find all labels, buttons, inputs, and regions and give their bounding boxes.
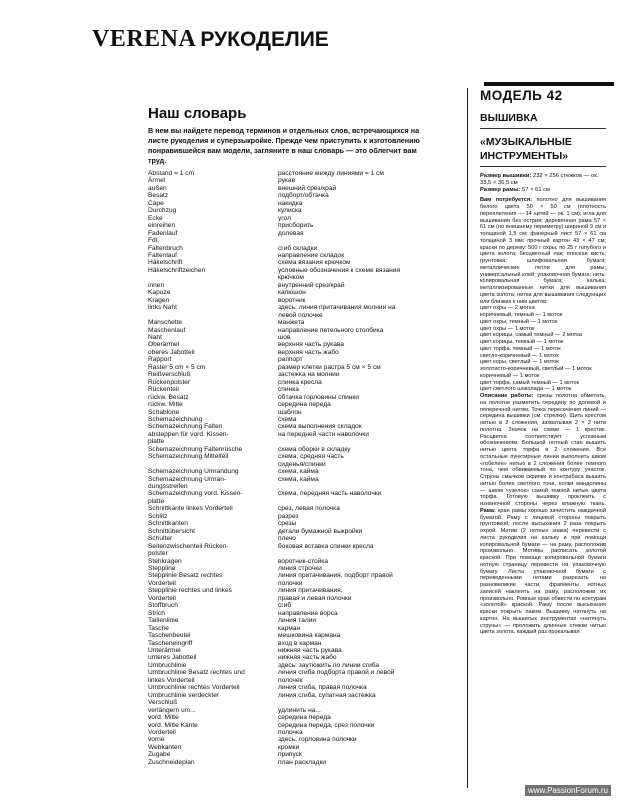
glossary-entry — [148, 177, 448, 184]
term-german: Naht — [148, 333, 162, 341]
glossary-entry — [148, 744, 448, 751]
glossary-entry — [148, 364, 448, 371]
glossary-entry — [148, 267, 448, 282]
term-german: Maschenlauf — [148, 326, 186, 334]
frame-size-value: 57 × 61 см — [522, 186, 551, 193]
thread-item: цвет светлого шоколада — 1 моток — [480, 386, 572, 393]
term-russian: здесь: линия притачивания молнии на левой полочке — [278, 304, 396, 319]
term-russian: кулиска — [278, 207, 302, 215]
term-russian: карман — [278, 624, 301, 632]
glossary-entry — [148, 751, 448, 758]
term-german: verlängern um... — [148, 706, 196, 714]
term-russian: середина переда, срез полочки полочка — [278, 721, 375, 736]
instructions-label: Описание работы: — [480, 393, 534, 400]
term-german: Abstand = 1 cm — [148, 170, 194, 177]
glossary-entry — [148, 349, 448, 356]
term-german: Raster 5 cm × 5 cm — [148, 363, 206, 371]
term-russian: детали бумажной выкройки — [278, 527, 363, 535]
divider — [480, 128, 606, 129]
term-german: rückw. Mitte — [148, 401, 183, 409]
materials-label: Вам потребуется: — [480, 197, 532, 204]
term-russian: схема, кайма — [278, 475, 319, 483]
term-russian: мешковина кармана — [278, 632, 341, 640]
term-russian: верхняя часть рукава — [278, 341, 344, 349]
term-german: Rückenteil — [148, 386, 179, 394]
glossary-entry — [148, 409, 448, 416]
term-russian: линия притачивания, правая и левая полочки — [278, 587, 352, 602]
glossary-entry — [148, 334, 448, 341]
glossary-entry — [148, 327, 448, 334]
term-russian: кромки — [278, 743, 300, 751]
glossary-entry — [148, 736, 448, 743]
thread-item: цвет торфа, самый темный — 1 моток — [480, 379, 580, 386]
term-russian: спинка кресла — [278, 378, 322, 386]
glossary-entry — [148, 289, 448, 296]
term-russian: подборт/обтачка — [278, 192, 329, 200]
term-german: Umbruchlinie Besatz rechtes und linkes Vorderteil — [148, 669, 245, 684]
term-russian: накидка — [278, 199, 303, 207]
term-russian: направление складок — [278, 251, 345, 259]
glossary-entry — [148, 490, 448, 505]
glossary-entry — [148, 446, 448, 453]
term-russian: рукав — [278, 177, 296, 185]
thread-item: цвет коры, светлый — 1 моток — [480, 359, 559, 366]
term-german: oberes Jabotteil — [148, 348, 195, 356]
term-german: Faltenbruch — [148, 244, 183, 252]
term-russian: верхняя часть жабо — [278, 348, 339, 356]
term-russian: линия строчки — [278, 565, 322, 573]
term-russian: схема оборки в складку — [278, 445, 351, 453]
term-german: links Naht — [148, 304, 177, 312]
term-russian: схема вязания крючком — [278, 259, 351, 267]
term-german: einreihen — [148, 222, 176, 230]
term-german: Schemazeichnung Umran- dungsstreifen — [148, 475, 227, 491]
term-german: Fdl. — [148, 237, 159, 245]
term-german: Zuschneideplan — [148, 758, 195, 766]
term-german: außen — [148, 184, 167, 192]
term-german: Unterärmel — [148, 647, 181, 654]
term-german: Schemazeichnung Umrandung — [148, 468, 239, 476]
term-german: Stehkragen — [148, 557, 182, 565]
term-russian: нижняя часть рукава — [278, 647, 342, 654]
term-russian: воротник — [278, 296, 306, 304]
term-russian: схема — [278, 415, 297, 423]
term-german: Manschette — [148, 319, 183, 327]
glossary-entry — [148, 468, 448, 475]
glossary-entry — [148, 304, 448, 319]
term-russian: срезы — [278, 520, 297, 528]
size-label: Размер вышивки: — [480, 173, 532, 179]
glossary-entry — [148, 692, 448, 707]
glossary-entry — [148, 431, 448, 446]
glossary-entry — [148, 319, 448, 326]
term-german: Tasche — [148, 624, 169, 632]
term-german: Cape — [148, 199, 164, 207]
term-russian: воротник-стойка — [278, 557, 329, 565]
term-german: Schnittkanten — [148, 520, 188, 528]
term-russian: присборить — [278, 222, 314, 230]
term-russian: срез, левая полочка — [278, 505, 340, 513]
term-russian: сгиб — [278, 602, 292, 610]
term-german: Umbruchlinie rechtes Vorderteil — [148, 684, 240, 692]
technique-heading: ВЫШИВКА — [480, 112, 538, 124]
materials-text: полотно для вышивания белого цвета 50 × 50 см (плотность переплетения — 14 нитей — ок. 1 см); игла для вышивания без острия; деревянная рама 57 × 61 см (по внешнему периметру) шириной 9 см и толщиной 1,5 см; фанерный лист 57 × 61 см толщиной 3 мм; прочный картон 43 × 47 см; краски по дереву: 500 г охры, по 25 г голубого и цвета золота; бесцветный лак; плоская кисть; грунтовка; шлифовальная бумага; металлические петли для рамы; универсальный клей; упаковочная бумага; нить: копировальная бумага; калька; металлизированные нитки для вышивания цвета золота; нитки для вышивания следующих или близких к ним цветов: — [480, 197, 606, 305]
term-german: Kragen — [148, 296, 170, 304]
term-russian: схема, средняя часть сиденья/спинки — [278, 453, 344, 468]
glossary-entry — [148, 513, 448, 520]
glossary-entry — [148, 707, 448, 714]
term-german: Häkelschrift — [148, 259, 183, 267]
masthead-subtitle: РУКОДЕЛИЕ — [200, 28, 329, 51]
term-german: Ecke — [148, 214, 163, 222]
term-german: Schemazeichnung — [148, 415, 203, 423]
instructions-body: срезы полотна обметать, на полотне разметить середину по долевой и поперечной нитям. Точка пересечения линий — середина вышивки (см. стрелки). Шить крестом нитью в 2 сложения, захватывая 2 × 2 нити полотна. Значок на схеме — 1 крестик. Расцветка соответствует условным обозначениям. Большой нотный стан вышить нитью цвета торфа в 2 сложения. Все остальные пунктирные линии выполнить швом «гобелен» нитью в 2 сложения более темного тона, чем обвиваемый по контуру участок. Струны смычков скрипки и контрабаса вышить нитью более светлого тона, колки мандолины — швом «узелок» самой темной нитью цвета торфа. Готовую вышивку проклеить с изнаночной стороны через влажную ткань. — [480, 393, 606, 508]
glossary-entry — [148, 759, 448, 766]
term-german: Rapport — [148, 356, 172, 364]
sidebar-top-bar — [484, 82, 614, 86]
glossary-entry — [148, 602, 448, 609]
sidebar — [480, 88, 606, 636]
term-german: rückw. Besatz — [148, 393, 189, 401]
term-german: Umbruchlinie verdeckter Verschluß — [148, 691, 220, 707]
glossary-entry — [148, 416, 448, 423]
term-german: innen — [148, 281, 165, 289]
term-russian: линия сгиба, правая полочка — [278, 684, 367, 692]
term-russian: линия притачивания, подборт правой полочки — [278, 572, 393, 587]
term-russian: середина переда — [278, 714, 331, 722]
term-german: unteres Jabotteil — [148, 654, 197, 662]
glossary-entry — [148, 520, 448, 527]
term-russian: линия талии — [278, 617, 317, 625]
glossary-entry — [148, 632, 448, 639]
term-russian: на передней части наволочки — [278, 430, 369, 438]
term-russian: нижняя часть жабо — [278, 654, 337, 662]
model-title: «МУЗЫКАЛЬНЫЕ ИНСТРУМЕНТЫ» — [480, 136, 572, 162]
thread-item: коричневый, темный — 1 моток — [480, 312, 563, 319]
glossary-entry — [148, 543, 448, 558]
glossary-entry — [148, 200, 448, 207]
term-russian: раппорт — [278, 356, 303, 364]
term-russian: спинка — [278, 386, 299, 394]
term-german: Zugabe — [148, 751, 171, 759]
instructions-text — [480, 197, 606, 636]
term-german: abstepрen für vord. Kissen- platte — [148, 430, 229, 446]
term-german: Umbruchlinie — [148, 661, 187, 669]
glossary-entry — [148, 528, 448, 535]
glossary-entry — [148, 610, 448, 617]
glossary-entry — [148, 505, 448, 512]
glossary-entry — [148, 453, 448, 468]
term-german: Schemazeichnung Mittelteil — [148, 453, 229, 461]
glossary-entry — [148, 259, 448, 266]
term-german: Reißverschluß — [148, 371, 191, 379]
term-russian: обтачка горловины спинки — [278, 393, 359, 401]
glossary-entry — [148, 625, 448, 632]
term-russian: середина переда — [278, 401, 331, 409]
term-russian: линия сгиба, супатная застежка — [278, 691, 376, 699]
term-german: Oberärmel — [148, 341, 180, 349]
term-russian: схема выполнения складок — [278, 423, 362, 431]
term-russian: направление петельного столбика — [278, 326, 384, 334]
term-german: Webkanten — [148, 743, 182, 751]
divider — [480, 166, 606, 167]
glossary-entry — [148, 282, 448, 289]
glossary-entry — [148, 401, 448, 408]
term-russian: удлинить на... — [278, 706, 321, 714]
glossary-entry — [148, 572, 448, 587]
size-value: 232 × 256 стежков — ок. 33,5 × 36,5 см — [480, 173, 599, 186]
term-russian: здесь: горловина полочки — [278, 736, 357, 744]
term-german: Rückenpolster — [148, 378, 191, 386]
thread-item: золотисто-коричневый, светлый — 1 моток — [480, 366, 592, 373]
term-german: vord. Mitte — [148, 714, 179, 722]
term-german: vorne — [148, 736, 165, 744]
watermark: www.PassionForum.ru — [525, 785, 611, 796]
glossary-entry — [148, 237, 448, 244]
glossary-entry — [148, 207, 448, 214]
term-russian: боковая вставка спинки кресла — [278, 542, 374, 550]
term-german: Stepplinie rechtes und linkes Vorderteil — [148, 587, 232, 602]
glossary-entry — [148, 617, 448, 624]
glossary-entry — [148, 341, 448, 348]
term-german: Schemazeichnung vord. Kissen- platte — [148, 490, 243, 505]
thread-item: цвет торфа, темный — 1 моток — [480, 345, 561, 352]
glossary-entry — [148, 684, 448, 691]
term-german: Taillenlinie — [148, 617, 179, 625]
term-russian: план раскладки — [278, 758, 327, 766]
thread-item: цвет охры — 1 моток — [480, 325, 535, 332]
thread-item: цвет корицы, темный — 1 моток — [480, 339, 564, 346]
glossary-entry — [148, 371, 448, 378]
term-german: Strich — [148, 609, 165, 617]
glossary-entry — [148, 222, 448, 229]
term-russian: внутренний срез/край — [278, 281, 345, 289]
term-german: Schemazeichnung Faltenrüsche — [148, 445, 243, 453]
glossary-entry — [148, 714, 448, 721]
glossary-entry — [148, 379, 448, 386]
glossary-entry — [148, 170, 448, 177]
term-german: Durchzug — [148, 207, 177, 215]
term-german: Tascheneingriff — [148, 639, 193, 647]
frame-size-label: Размер рамы: — [480, 186, 521, 193]
term-russian: разрез — [278, 512, 299, 520]
term-russian: шов — [278, 333, 291, 341]
term-german: Fadenlauf — [148, 229, 178, 237]
term-russian: размер клетки растра 5 см × 5 см — [278, 363, 381, 371]
glossary-entry — [148, 252, 448, 259]
term-russian: шаблон — [278, 408, 302, 416]
thread-item: цвет корицы, самый темный — 2 мотка — [480, 332, 582, 339]
thread-item: цвет охры — 2 мотка — [480, 305, 535, 312]
glossary-entry — [148, 587, 448, 602]
thread-item: светло-коричневый — 1 моток — [480, 352, 559, 359]
dictionary-title: Наш словарь — [148, 105, 247, 122]
glossary-entry — [148, 297, 448, 304]
term-german: Steppline — [148, 565, 176, 573]
glossary-entry — [148, 722, 448, 737]
glossary-entry — [148, 654, 448, 661]
term-russian: здесь: заутюжить по линии сгиба — [278, 661, 380, 669]
term-russian: расстояние между линиями = 1 см — [278, 170, 384, 177]
brand-logo: VERENA — [92, 26, 197, 52]
glossary-list — [148, 170, 448, 766]
term-german: vord. Mitte Kante Vorderteil — [148, 721, 198, 736]
term-russian: направление ворса — [278, 609, 338, 617]
dictionary-intro: В нем вы найдете перевод терминов и отдельных слов, встречающихся на листе рукоделия и суперзыкройке. Прежде чем приступить к изготовлению понравившейся вам модели, загляните в наш словарь — это облегчит вам труд. — [148, 126, 420, 165]
size-info — [480, 173, 606, 193]
glossary-entry — [148, 669, 448, 684]
glossary-entry — [148, 558, 448, 565]
term-russian: вход в карман — [278, 639, 322, 647]
glossary-entry — [148, 423, 448, 430]
term-german: Stoffbruch — [148, 602, 178, 610]
term-russian — [278, 237, 448, 244]
term-russian: внешний срез/край — [278, 184, 337, 192]
term-german: Häkelschriftzeichen — [148, 266, 206, 274]
glossary-entry — [148, 476, 448, 491]
term-german: Schulter — [148, 535, 173, 543]
term-german: Seitenzwischenteil Rücken- polster — [148, 542, 229, 558]
term-german: Ärmel — [148, 177, 166, 185]
term-german: Schlitz — [148, 512, 168, 520]
term-russian: манжета — [278, 319, 305, 327]
term-russian: плечо — [278, 535, 296, 543]
glossary-entry — [148, 640, 448, 647]
glossary-entry — [148, 356, 448, 363]
term-russian: условные обозначения к схеме вязания крючком — [278, 266, 401, 282]
term-german: Besatz — [148, 192, 169, 200]
term-russian: припуск — [278, 751, 302, 759]
masthead — [92, 26, 329, 53]
model-number: МОДЕЛЬ 42 — [480, 88, 563, 103]
glossary-entry — [148, 192, 448, 199]
glossary-entry — [148, 245, 448, 252]
term-russian: долевая — [278, 229, 304, 237]
term-german: Schnittübersicht — [148, 527, 195, 535]
term-german: Kapuze — [148, 289, 171, 297]
term-german: Faltenlauf — [148, 251, 177, 259]
thread-item: цвет охры, темный — 1 моток — [480, 318, 558, 325]
glossary-entry — [148, 535, 448, 542]
term-russian: схема, кайма — [278, 468, 319, 476]
column-divider — [467, 88, 468, 788]
term-russian: схема, передняя часть наволочки — [278, 490, 382, 498]
frame-body: края рамы хорошо зачистить наждачной бумагой. Раму с лицевой стороны покрыть грунтовкой, после высыхания 2 раза покрыть охрой. Мотив (2 нотных знака) перевести с листа рукоделия на кальку и при помощи копировальной бумаги — на раму, расположив произвольно. Мотивы расписать золотой краской. При помощи копировальной бумаги нотную страницу перевести на упаковочную бумагу. Листы упаковочной бумаги с переведенными нотами разрезать на разновеликие части, фрагменты нотных записей наклеить на раму, расположив их произвольно. Ровные края обвести по контурам «золотой» краской. Раму после высыхания краски покрыть лаком. Вышивку натянуть на картон. На вышитых инструментах «натянуть струны» — проложить длинные стежки нитью цвета золота, каждый раз прокалывая — [480, 507, 606, 636]
glossary-entry — [148, 394, 448, 401]
term-german: Schablone — [148, 408, 180, 416]
term-russian: сгиб складки — [278, 244, 318, 252]
frame-label: Рама: — [480, 507, 496, 514]
term-german: Schemazeichnung Falten — [148, 423, 223, 431]
term-german: Taschenbeutel — [148, 632, 191, 640]
term-russian: застежка на молнии — [278, 371, 340, 379]
thread-item: коричневый — 1 моток — [480, 372, 540, 379]
glossary-entry — [148, 230, 448, 237]
term-russian: капюшон — [278, 289, 306, 297]
term-russian: угол — [278, 214, 291, 222]
term-german: Stepplinie Besatz rechtes Vorderteil — [148, 572, 223, 587]
term-german: Schnittkante linkes Vorderteil — [148, 505, 233, 513]
thread-list — [480, 305, 606, 393]
term-russian: линия сгиба подборта правой и левой полочек — [278, 669, 395, 684]
glossary-entry — [148, 386, 448, 393]
